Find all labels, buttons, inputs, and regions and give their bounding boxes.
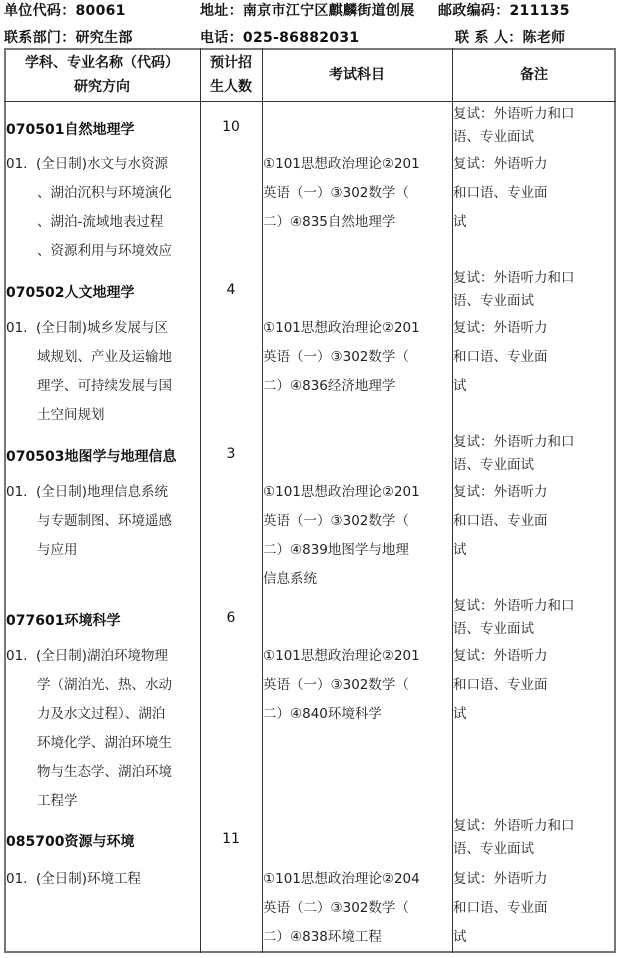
contact-person: 联 系 人：陈老师: [455, 30, 566, 46]
exam-line: 二）④835自然地理学: [263, 214, 396, 230]
column-header-exam: 考试科目: [329, 67, 385, 83]
exam-line: 二）④836经济地理学: [263, 378, 396, 394]
exam-subjects: [263, 865, 451, 952]
column-header-note: 备注: [520, 67, 548, 83]
column-header-major: [4, 51, 200, 99]
exam-line: ①101思想政治理论②201: [263, 648, 420, 664]
direction-note: [453, 314, 613, 401]
exam-line: 英语（一）③302数学（: [263, 185, 409, 201]
note-line: 试: [453, 929, 467, 945]
program-note: [453, 431, 613, 477]
note-line: 和口语、专业面: [453, 513, 548, 529]
research-direction: [6, 642, 198, 816]
note-line: 复试：外语听力和口: [453, 106, 575, 122]
exam-subjects: [263, 314, 451, 401]
program-count: 3: [226, 446, 236, 462]
exam-line: 二）④840环境科学: [263, 706, 382, 722]
direction-note: [453, 865, 613, 952]
program-count: 6: [226, 610, 236, 626]
program-count: 10: [222, 119, 240, 135]
research-direction: [6, 150, 198, 266]
direction-line: (全日制)地理信息系统: [36, 484, 169, 500]
header-divider: [4, 101, 616, 102]
direction-note: [453, 150, 613, 237]
exam-line: 英语（一）③302数学（: [263, 677, 409, 693]
exam-line: 英语（二）③302数学（: [263, 900, 409, 916]
note-line: 试: [453, 214, 467, 230]
note-line: 复试：外语听力: [453, 648, 548, 664]
note-line: 语、专业面试: [453, 129, 534, 145]
exam-line: 信息系统: [263, 571, 317, 587]
direction-number: 01.: [6, 484, 28, 500]
note-line: 试: [453, 706, 467, 722]
program-count: 11: [222, 831, 240, 847]
column-header-count: [200, 51, 262, 99]
postcode: 邮政编码：211135: [438, 3, 570, 19]
direction-number: 01.: [6, 648, 28, 664]
direction-line: 与应用: [37, 542, 78, 558]
program-name: 070503地图学与地理信息: [6, 449, 177, 465]
research-direction: [6, 865, 198, 894]
note-line: 语、专业面试: [453, 621, 534, 637]
program-name: 070502人文地理学: [6, 285, 135, 301]
contact-department: 联系部门：研究生部: [4, 30, 133, 46]
note-line: 语、专业面试: [453, 841, 534, 857]
exam-subjects: [263, 150, 451, 237]
direction-line: 物与生态学、湖泊环境: [37, 764, 172, 780]
direction-number: 01.: [6, 320, 28, 336]
direction-note: [453, 478, 613, 565]
note-line: 试: [453, 542, 467, 558]
exam-line: ①101思想政治理论②201: [263, 156, 420, 172]
program-note: [453, 267, 613, 313]
note-line: 复试：外语听力: [453, 156, 548, 172]
unit-code: 单位代码：80061: [4, 3, 126, 19]
column-divider: [200, 48, 201, 953]
note-line: 复试：外语听力和口: [453, 598, 575, 614]
column-header-major-line1: 学科、专业名称（代码）: [25, 55, 179, 71]
direction-line: 、湖泊-流域地表过程: [37, 214, 164, 230]
note-line: 试: [453, 378, 467, 394]
direction-line: 、资源利用与环境效应: [37, 243, 172, 259]
direction-line: (全日制)湖泊环境物理: [36, 648, 169, 664]
note-line: 复试：外语听力和口: [453, 434, 575, 450]
exam-subjects: [263, 642, 451, 729]
direction-line: 力及水文过程）、湖泊: [37, 706, 166, 722]
direction-line: 域规划、产业及运输地: [37, 349, 172, 365]
direction-line: 学（湖泊光、热、水动: [37, 677, 172, 693]
note-line: 和口语、专业面: [453, 185, 548, 201]
direction-line: 环境化学、湖泊环境生: [37, 735, 172, 751]
note-line: 语、专业面试: [453, 457, 534, 473]
exam-subjects: [263, 478, 451, 594]
note-line: 复试：外语听力: [453, 871, 548, 887]
exam-line: ①101思想政治理论②201: [263, 484, 420, 500]
direction-line: 理学、可持续发展与国: [37, 378, 172, 394]
note-line: 和口语、专业面: [453, 677, 548, 693]
note-line: 和口语、专业面: [453, 349, 548, 365]
note-line: 复试：外语听力: [453, 484, 548, 500]
direction-note: [453, 642, 613, 729]
program-note: [453, 595, 613, 641]
note-line: 复试：外语听力: [453, 320, 548, 336]
note-line: 复试：外语听力和口: [453, 270, 575, 286]
exam-line: 二）④839地图学与地理: [263, 542, 409, 558]
program-note: [453, 103, 613, 149]
program-name: 077601环境科学: [6, 613, 121, 629]
note-line: 复试：外语听力和口: [453, 818, 575, 834]
column-header-major-line2: 研究方向: [74, 79, 130, 95]
program-name: 085700资源与环境: [6, 834, 135, 850]
direction-line: (全日制)水文与水资源: [36, 156, 169, 172]
exam-line: 英语（一）③302数学（: [263, 513, 409, 529]
direction-line: 工程学: [37, 793, 78, 809]
phone: 电话：025-86882031: [200, 30, 360, 46]
exam-line: 二）④838环境工程: [263, 929, 382, 945]
direction-line: 、湖泊沉积与环境演化: [37, 185, 172, 201]
direction-number: 01.: [6, 871, 28, 887]
note-line: 语、专业面试: [453, 293, 534, 309]
direction-number: 01.: [6, 156, 28, 172]
address: 地址：南京市江宁区麒麟街道创展: [200, 3, 415, 19]
direction-line: (全日制)城乡发展与区: [36, 320, 169, 336]
program-name: 070501自然地理学: [6, 122, 135, 138]
research-direction: [6, 314, 198, 430]
column-header-count-line2: 生人数: [210, 79, 252, 95]
note-line: 和口语、专业面: [453, 900, 548, 916]
exam-line: ①101思想政治理论②204: [263, 871, 420, 887]
research-direction: [6, 478, 198, 565]
program-note: [453, 815, 613, 861]
exam-line: 英语（一）③302数学（: [263, 349, 409, 365]
direction-line: 与专题制图、环境遥感: [37, 513, 172, 529]
exam-line: ①101思想政治理论②201: [263, 320, 420, 336]
program-count: 4: [226, 282, 236, 298]
direction-line: 土空间规划: [37, 407, 105, 423]
direction-line: (全日制)环境工程: [36, 871, 142, 887]
column-header-count-line1: 预计招: [210, 55, 252, 71]
